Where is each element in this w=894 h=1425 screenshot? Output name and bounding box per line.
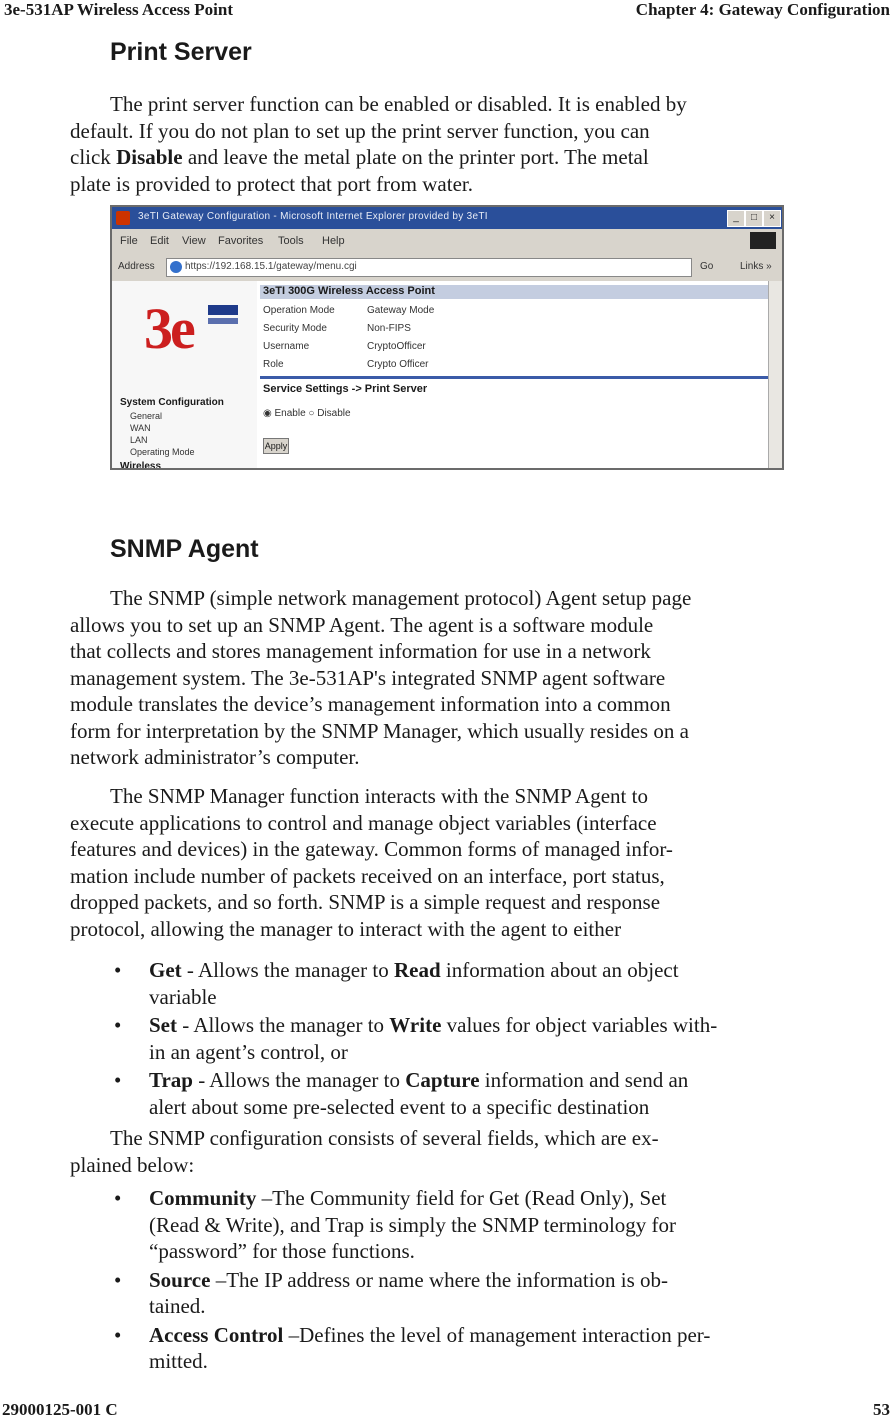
address-bar <box>112 255 782 279</box>
para-line: The SNMP Manager function interacts with the SNMP Agent to <box>110 784 648 808</box>
window-title: 3eTI Gateway Configuration - Microsoft Internet Explorer provided by 3eTI <box>138 211 488 222</box>
snmp-agent-title: SNMP Agent <box>110 535 259 563</box>
logo-badge <box>208 305 238 315</box>
bullet-dot: • <box>114 958 122 982</box>
para-line: mation include number of packets received on an interface, port status, <box>70 863 665 888</box>
vertical-scrollbar[interactable] <box>768 281 783 468</box>
menu-view[interactable]: View <box>182 235 206 247</box>
field-bullets <box>110 1185 830 1377</box>
para-line: plate is provided to protect that port from water. <box>70 171 473 196</box>
operation-bullets <box>110 957 830 1122</box>
minimize-button[interactable]: _ <box>727 210 745 227</box>
document-number: 29000125-001 C <box>2 1400 118 1419</box>
ie-window-icon <box>116 211 130 225</box>
para-line: The SNMP configuration consists of several fields, which are ex- <box>110 1126 659 1150</box>
go-button[interactable]: Go <box>700 261 714 272</box>
nav-item-lan[interactable]: LAN <box>130 435 148 445</box>
bullet-dot: • <box>114 1186 122 1210</box>
para-line: The print server function can be enabled or disabled. It is enabled by <box>110 92 687 116</box>
para-line: allows you to set up an SNMP Agent. The agent is a software module <box>70 612 654 637</box>
links-button[interactable]: Links » <box>740 261 772 272</box>
snmp-paragraph-3 <box>70 1125 830 1178</box>
nav-pane <box>112 281 257 468</box>
running-header <box>0 0 894 22</box>
para-line: module translates the device’s management information into a common <box>70 692 671 716</box>
close-button[interactable]: × <box>763 210 781 227</box>
list-item: • Set - Allows the manager to Write values for object variables with- in an agent’s control, or <box>114 1013 718 1064</box>
3e-logo: 3e <box>144 296 193 361</box>
address-value: https://192.168.15.1/gateway/menu.cgi <box>185 261 357 272</box>
info-row: Role Crypto Officer <box>263 359 429 370</box>
page-number: 53 <box>873 1400 890 1419</box>
para-line: protocol, allowing the manager to interact with the agent to either <box>70 916 622 941</box>
windows-logo-icon <box>750 232 776 249</box>
info-row: Operation Mode Gateway Mode <box>263 305 435 316</box>
para-line: that collects and stores management information for use in a network <box>70 639 651 663</box>
panel-title-bar <box>260 285 768 299</box>
bullet-dot: • <box>114 1267 122 1292</box>
page-icon <box>170 261 182 273</box>
nav-heading: System Configuration <box>120 397 224 408</box>
list-item: • Trap - Allows the manager to Capture information and send an alert about some pre-selected event to a specific destination <box>114 1068 689 1119</box>
page-content <box>112 281 768 468</box>
para-line: dropped packets, and so forth. SNMP is a simple request and response <box>70 890 661 914</box>
maximize-button[interactable]: □ <box>745 210 763 227</box>
nav-wireless[interactable]: Wireless <box>120 461 162 470</box>
header-right: Chapter 4: Gateway Configuration <box>635 0 890 19</box>
disable-term: Disable <box>116 145 183 169</box>
para-line: execute applications to control and manage object variables (interface <box>70 810 657 835</box>
print-server-title: Print Server <box>110 38 252 66</box>
para-line: plained below: <box>70 1152 195 1177</box>
para-line: form for interpretation by the SNMP Manager, which usually resides on a <box>70 718 689 743</box>
snmp-paragraph-1 <box>70 585 830 771</box>
settings-pane <box>260 281 768 468</box>
para-line: The SNMP (simple network management protocol) Agent setup page <box>110 586 692 610</box>
menu-tools[interactable]: Tools <box>278 235 304 247</box>
print-server-screenshot <box>110 205 784 470</box>
info-row: Username CryptoOfficer <box>263 341 426 352</box>
divider <box>260 376 768 379</box>
nav-item-wan[interactable]: WAN <box>130 423 151 433</box>
nav-item-operating-mode[interactable]: Operating Mode <box>130 447 195 457</box>
print-server-paragraph <box>70 91 830 197</box>
list-item: • Source –The IP address or name where the information is ob- tained. <box>114 1267 669 1318</box>
list-item: • Get - Allows the manager to Read information about an object variable <box>114 958 679 1009</box>
para-line: features and devices) in the gateway. Common forms of managed infor- <box>70 837 673 861</box>
para-line: click Disable and leave the metal plate on the printer port. The metal <box>70 145 649 169</box>
header-left: 3e-531AP Wireless Access Point <box>4 0 234 19</box>
list-item: • Community –The Community field for Get (Read Only), Set (Read & Write), and Trap is simply the SNMP terminology for “password” for those functions. <box>114 1186 677 1263</box>
snmp-paragraph-2 <box>70 783 830 942</box>
enable-disable-radios[interactable]: ◉ Enable ○ Disable <box>263 408 351 419</box>
address-input[interactable] <box>166 258 692 277</box>
panel-title: 3eTI 300G Wireless Access Point <box>263 285 435 297</box>
logo-badge-sub <box>208 318 238 324</box>
menu-file[interactable]: File <box>120 235 138 247</box>
list-item: • Access Control –Defines the level of management interaction per- mitted. <box>114 1322 711 1373</box>
menu-bar <box>112 229 782 253</box>
apply-button[interactable]: Apply <box>263 438 289 454</box>
bullet-dot: • <box>114 1322 122 1347</box>
para-line: management system. The 3e-531AP's integrated SNMP agent software <box>70 665 666 690</box>
bullet-dot: • <box>114 1013 122 1037</box>
address-label: Address <box>118 261 155 272</box>
nav-item-general[interactable]: General <box>130 411 163 421</box>
para-line: network administrator’s computer. <box>70 745 360 769</box>
menu-help[interactable]: Help <box>322 235 345 247</box>
menu-edit[interactable]: Edit <box>150 235 169 247</box>
info-row: Security Mode Non-FIPS <box>263 323 411 334</box>
menu-favorites[interactable]: Favorites <box>218 235 264 247</box>
para-line: default. If you do not plan to set up the print server function, you can <box>70 118 650 143</box>
window-titlebar <box>112 207 782 229</box>
service-heading: Service Settings -> Print Server <box>263 383 428 395</box>
bullet-dot: • <box>114 1068 122 1092</box>
